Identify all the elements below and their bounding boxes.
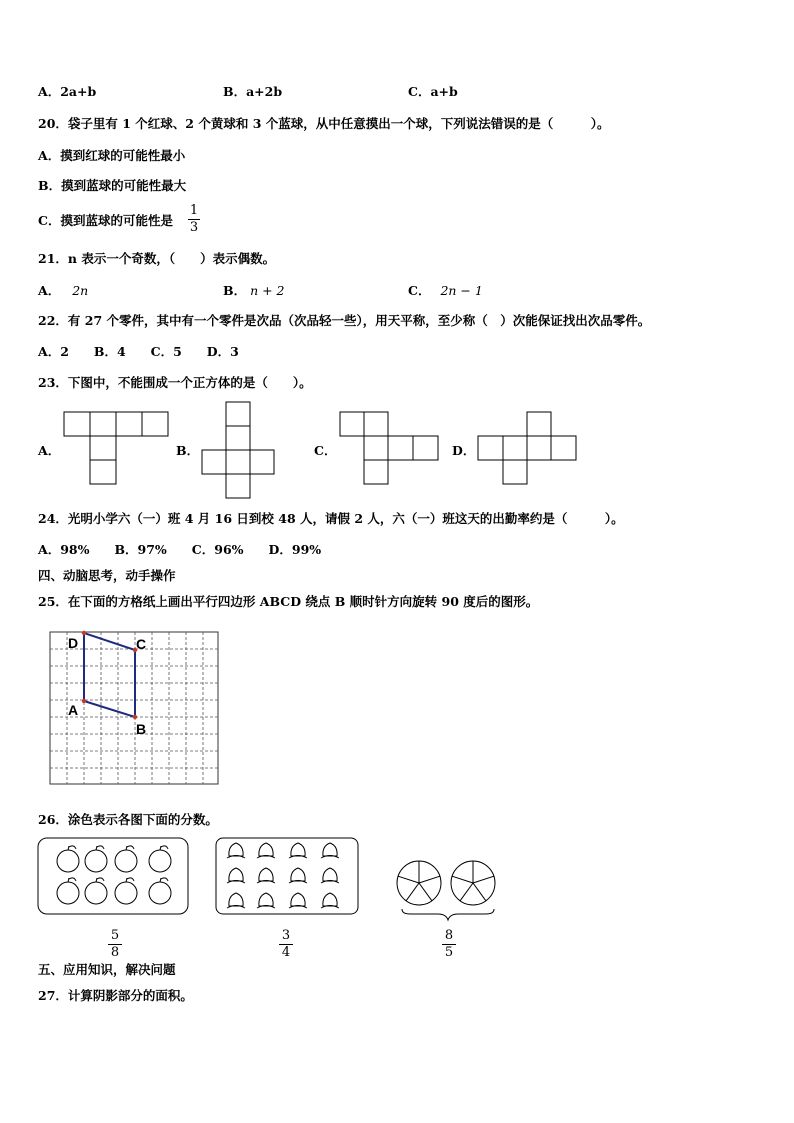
option-label: B． <box>223 283 247 298</box>
apple-icon <box>85 878 107 904</box>
cube-net-a <box>64 412 168 484</box>
point-d-label: D <box>68 635 79 651</box>
fraction-circles <box>442 929 456 960</box>
grid-paper-figure <box>40 624 230 794</box>
cube-net-b <box>202 402 274 498</box>
section-5-heading: 五、应用知识，解决问题 <box>38 962 176 977</box>
fraction-pictures-figure <box>30 832 510 922</box>
q23-label-d: D． <box>452 443 476 458</box>
point-c-label: C <box>136 636 147 652</box>
q22-question: 22．有 27 个零件，其中有一个零件是次品（次品轻一些），用天平称，至少称（ ）次能保证找出次品零件。 <box>38 313 651 328</box>
peaches-group <box>227 843 339 908</box>
point-d-dot <box>82 631 86 635</box>
peach-icon <box>289 893 307 908</box>
q21-option-a <box>38 283 88 299</box>
q24-options: A．98% B．97% C．96% D．99% <box>38 542 322 557</box>
apple-icon <box>57 878 79 904</box>
parallelogram-abcd <box>84 633 135 717</box>
point-b-label: B <box>136 721 147 737</box>
q20-option-b: B．摸到蓝球的可能性最大 <box>38 178 187 193</box>
fraction-denominator: 4 <box>281 945 291 960</box>
option-expression: n + 2 <box>250 283 285 298</box>
fraction-numerator: 8 <box>444 928 454 943</box>
fraction-numerator: 1 <box>189 203 199 218</box>
apple-icon <box>149 878 171 904</box>
fraction-numerator: 5 <box>110 928 120 943</box>
section-4-heading: 四、动脑思考，动手操作 <box>38 568 176 583</box>
cube-net-c <box>340 412 438 484</box>
option-label: A． <box>38 283 61 298</box>
peach-icon <box>227 893 245 908</box>
fraction-denominator: 5 <box>444 945 454 960</box>
peach-icon <box>227 843 245 858</box>
q26-question: 26．涂色表示各图下面的分数。 <box>38 812 218 827</box>
fraction-apples <box>108 929 122 960</box>
q21-option-c <box>408 283 483 299</box>
cube-net-d <box>478 412 576 484</box>
q24-question: 24．光明小学六（一）班 4 月 16 日到校 48 人，请假 2 人，六（一）班这天的出勤率约是（ ）。 <box>38 511 624 526</box>
peach-icon <box>257 843 275 858</box>
q19-option-a: A．2a+b <box>38 84 97 99</box>
fraction-peaches <box>279 929 293 960</box>
option-expression: 2n − 1 <box>440 283 483 298</box>
q19-option-c: C．a+b <box>408 84 458 99</box>
point-a-label: A <box>68 702 79 718</box>
cube-nets-figure <box>0 395 600 505</box>
apple-icon <box>115 878 137 904</box>
q20-option-c: C．摸到蓝球的可能性是 <box>38 213 173 228</box>
q22-options: A．2 B．4 C．5 D．3 <box>38 344 239 359</box>
q20-option-a: A．摸到红球的可能性最小 <box>38 148 186 163</box>
peach-icon <box>289 868 307 883</box>
brace-under-circles <box>402 909 494 920</box>
peach-icon <box>289 843 307 858</box>
q21-option-b <box>223 283 285 299</box>
q23-label-a: A． <box>38 443 61 458</box>
peach-icon <box>321 843 339 858</box>
apples-group <box>57 846 171 904</box>
fraction-denominator: 3 <box>189 220 199 235</box>
apple-icon <box>115 846 137 872</box>
apple-icon <box>85 846 107 872</box>
apple-icon <box>149 846 171 872</box>
q23-label-b: B． <box>176 443 200 458</box>
peach-icon <box>321 893 339 908</box>
fraction-numerator: 3 <box>281 928 291 943</box>
option-label: C． <box>408 283 431 298</box>
point-a-dot <box>82 699 86 703</box>
peach-icon <box>227 868 245 883</box>
q19-option-b: B．a+2b <box>223 84 283 99</box>
q20-question: 20．袋子里有 1 个红球、2 个黄球和 3 个蓝球，从中任意摸出一个球，下列说法错误的是（ ）。 <box>38 116 610 131</box>
fraction-denominator: 8 <box>110 945 120 960</box>
peach-icon <box>257 893 275 908</box>
q25-question: 25．在下面的方格纸上画出平行四边形 ABCD 绕点 B 顺时针方向旋转 90 度后的图形。 <box>38 594 539 609</box>
peach-icon <box>321 868 339 883</box>
circle-five-parts-1 <box>397 861 441 905</box>
peach-icon <box>257 868 275 883</box>
apple-icon <box>57 846 79 872</box>
option-expression: 2n <box>72 283 89 298</box>
point-b-dot <box>133 715 137 719</box>
q23-label-c: C． <box>314 443 337 458</box>
q20-option-c-fraction <box>188 204 200 235</box>
circle-five-parts-2 <box>451 861 495 905</box>
q21-question: 21．n 表示一个奇数，（ ）表示偶数。 <box>38 251 276 266</box>
q27-question: 27．计算阴影部分的面积。 <box>38 988 193 1003</box>
q23-question: 23．下图中，不能围成一个正方体的是（ ）。 <box>38 375 312 390</box>
